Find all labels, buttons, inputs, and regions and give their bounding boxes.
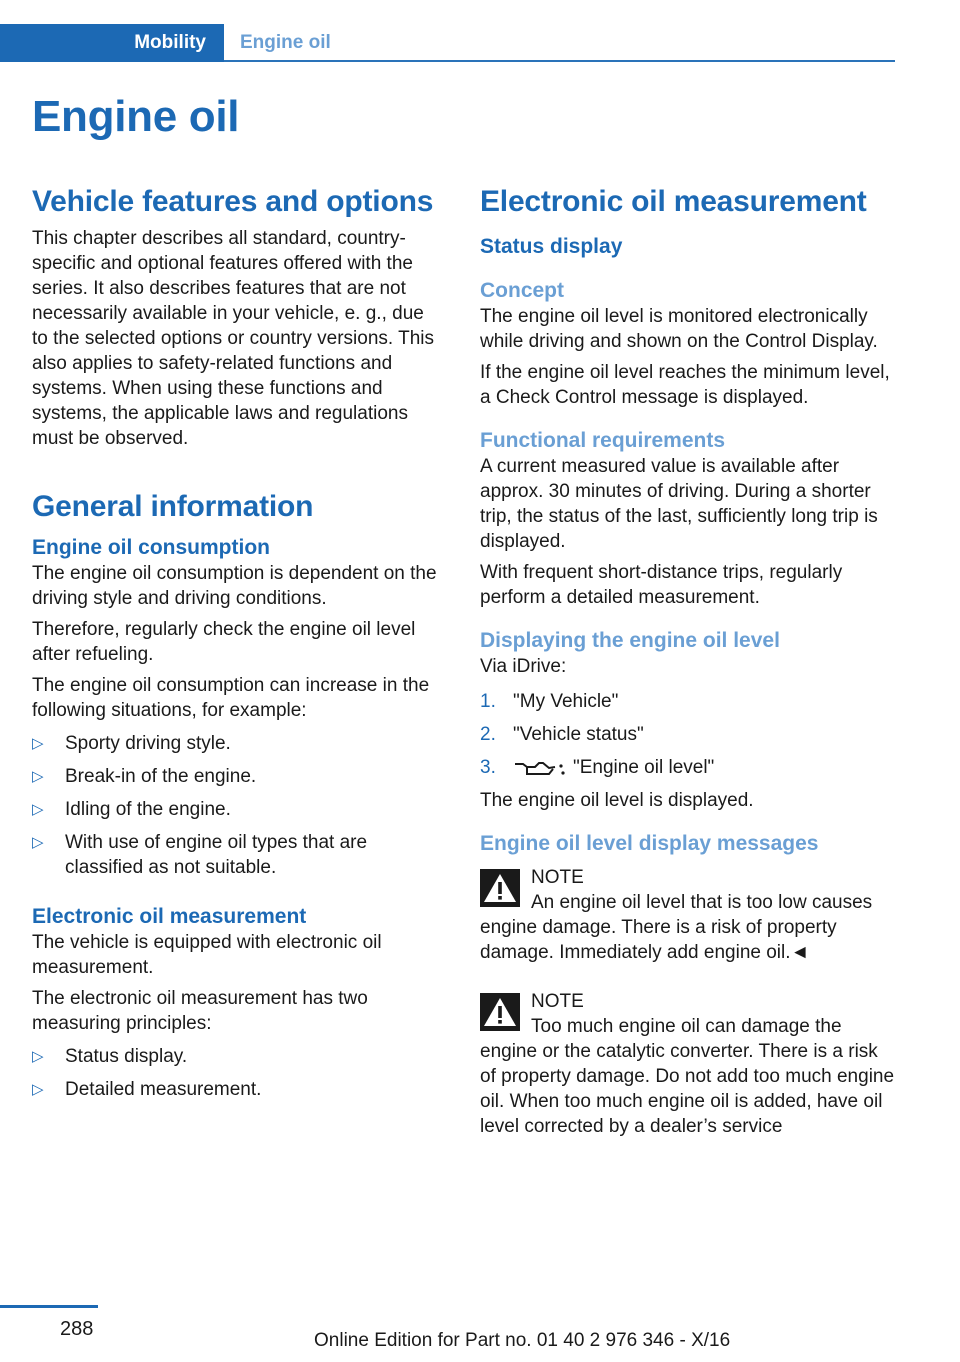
tab-mobility[interactable]: Mobility bbox=[0, 24, 224, 62]
oil-can-icon bbox=[513, 758, 567, 778]
triangle-bullet-icon: ▷ bbox=[32, 1081, 44, 1098]
paragraph-consumption-1: The engine oil consumption is dependent on the driving style and driving conditions. bbox=[32, 563, 437, 609]
triangle-bullet-icon: ▷ bbox=[32, 768, 44, 785]
footer-rule bbox=[0, 1305, 98, 1308]
heading-display-messages: Engine oil level display messages bbox=[480, 832, 819, 855]
heading-status-display: Status display bbox=[480, 235, 623, 258]
list-item: 3. "Engine oil level" bbox=[480, 757, 715, 778]
heading-functional-requirements: Functional requirements bbox=[480, 429, 726, 452]
right-column bbox=[480, 182, 898, 1139]
paragraph-features: This chapter describes all standard, country-specific and optional features offered with the series. It also describes features that are not necessarily available in your vehicle, e. g., due to the selected options or country versions. This also applies to safety-related functions and systems. When using these functions and systems, the applicable laws and regulations must be observed. bbox=[32, 228, 435, 449]
list-item: ▷ Sporty driving style. bbox=[32, 733, 231, 754]
page-number: 288 bbox=[60, 1318, 94, 1340]
left-column bbox=[32, 182, 444, 1102]
heading-concept: Concept bbox=[480, 279, 564, 302]
heading-electronic-oil-measurement-left: Electronic oil measurement bbox=[32, 905, 307, 928]
heading-displaying-oil-level: Displaying the engine oil level bbox=[480, 629, 780, 652]
note-too-much-oil bbox=[480, 989, 898, 1139]
header-bar bbox=[0, 24, 895, 62]
paragraph-displayed: The engine oil level is displayed. bbox=[480, 790, 754, 811]
triangle-bullet-icon: ▷ bbox=[32, 735, 44, 752]
note-low-oil bbox=[480, 865, 898, 965]
paragraph-electronic-1: The vehicle is equipped with electronic oil measurement. bbox=[32, 932, 382, 978]
paragraph-concept-1: The engine oil level is monitored electronically while driving and shown on the Control Display. bbox=[480, 306, 878, 352]
triangle-bullet-icon: ▷ bbox=[32, 801, 44, 818]
note-text: An engine oil level that is too low causes engine damage. There is a risk of property damage. Immediately add engine oil.◄ bbox=[480, 892, 873, 963]
list-item: ▷ Status display. bbox=[32, 1046, 188, 1067]
triangle-bullet-icon: ▷ bbox=[32, 1048, 44, 1065]
list-item: 2. "Vehicle status" bbox=[480, 724, 644, 745]
steps-list bbox=[480, 689, 898, 780]
list-item: ▷ Detailed measurement. bbox=[32, 1079, 262, 1100]
footer-edition: Online Edition for Part no. 01 40 2 976 346 - X/16 bbox=[314, 1330, 731, 1351]
paragraph-functional-1: A current measured value is available after approx. 30 minutes of driving. During a shorter trip, the status of the last, sufficiently long trip is displayed. bbox=[480, 456, 878, 552]
paragraph-consumption-3: The engine oil consumption can increase in the following situations, for example: bbox=[32, 675, 430, 721]
situations-list bbox=[32, 731, 444, 880]
list-item: ▷ Break-in of the engine. bbox=[32, 766, 257, 787]
paragraph-electronic-2: The electronic oil measurement has two measuring principles: bbox=[32, 988, 368, 1034]
note-text: Too much engine oil can damage the engine or the catalytic converter. There is a risk of property damage. Do not add too much engine oil. When too much engine oil is added, have oil level corrected by a dealer’s service bbox=[480, 1016, 895, 1137]
page-title: Engine oil bbox=[32, 92, 240, 141]
note-label: NOTE bbox=[531, 991, 584, 1012]
list-item: 1. "My Vehicle" bbox=[480, 691, 619, 712]
paragraph-consumption-2: Therefore, regularly check the engine oil level after refueling. bbox=[32, 619, 416, 665]
paragraph-via-idrive: Via iDrive: bbox=[480, 656, 567, 677]
warning-triangle-icon bbox=[480, 993, 520, 1031]
warning-triangle-icon bbox=[480, 869, 520, 907]
note-label: NOTE bbox=[531, 867, 584, 888]
heading-general-information: General information bbox=[32, 490, 314, 523]
list-item: ▷ Idling of the engine. bbox=[32, 799, 231, 820]
paragraph-concept-2: If the engine oil level reaches the minimum level, a Check Control message is displayed. bbox=[480, 362, 890, 408]
heading-engine-oil-consumption: Engine oil consumption bbox=[32, 536, 270, 559]
paragraph-functional-2: With frequent short-distance trips, regularly perform a detailed measurement. bbox=[480, 562, 843, 608]
list-item: ▷ With use of engine oil types that are classified as not suitable. bbox=[32, 832, 368, 878]
tab-engine-oil[interactable]: Engine oil bbox=[240, 32, 331, 53]
triangle-bullet-icon: ▷ bbox=[32, 834, 44, 851]
heading-vehicle-features: Vehicle features and options bbox=[32, 185, 434, 218]
heading-electronic-oil-measurement: Electronic oil measurement bbox=[480, 185, 867, 218]
principles-list bbox=[32, 1044, 444, 1102]
